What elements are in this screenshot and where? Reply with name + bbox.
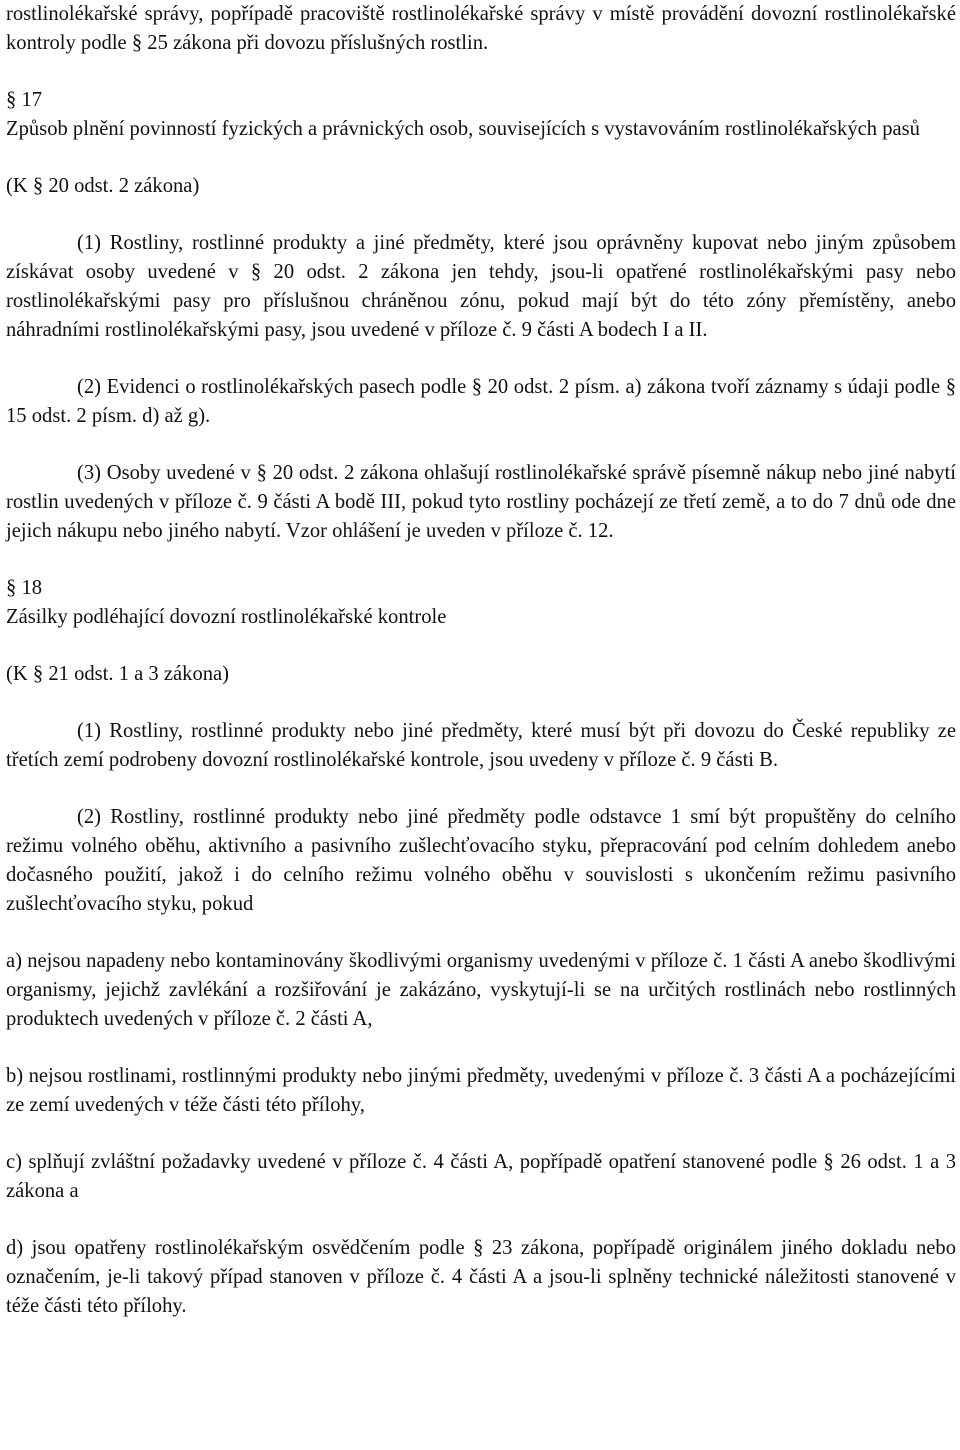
- section-title: Způsob plnění povinností fyzických a právnických osob, souvisejících s vystavováním rostlinolékařských pasů: [6, 118, 920, 140]
- section-number: § 18: [6, 577, 43, 599]
- section-reference: (K § 20 odst. 2 zákona): [6, 175, 200, 197]
- paragraph-3: (3) Osoby uvedené v § 20 odst. 2 zákona ohlašují rostlinolékařské správě písemně nákup nebo jiné nabytí rostlin uvedených v příloze č. 9 části A bodě III, pokud tyto rostliny pocházejí ze třetí země, a to do 7 dnů ode dne jejich nákupu nebo jiného nabytí. Vzor ohlášení je uveden v příloze č. 12.: [6, 462, 956, 542]
- list-item-d: d) jsou opatřeny rostlinolékařským osvědčením podle § 23 zákona, popřípadě originálem jiného dokladu nebo označením, je-li takový případ stanoven v příloze č. 4 části A a jsou-li splněny technické náležitosti stanovené v téže části této přílohy.: [6, 1237, 956, 1317]
- paragraph-1: (1) Rostliny, rostlinné produkty a jiné předměty, které jsou oprávněny kupovat nebo jiným způsobem získávat osoby uvedené v § 20 odst. 2 zákona jen tehdy, jsou-li opatřené rostlinolékařskými pasy nebo rostlinolékařskými pasy pro příslušnou chráněnou zónu, pokud mají být do této zóny přemístěny, anebo náhradními rostlinolékařskými pasy, jsou uvedené v příloze č. 9 části A bodech I a II.: [6, 232, 956, 341]
- section-17: [6, 86, 956, 574]
- intro-paragraph: rostlinolékařské správy, popřípadě pracoviště rostlinolékařské správy v místě provádění dovozní rostlinolékařské kontroly podle § 25 zákona při dovozu příslušných rostlin.: [6, 3, 956, 54]
- section-title: Zásilky podléhající dovozní rostlinolékařské kontrole: [6, 606, 447, 628]
- list-item-a: a) nejsou napadeny nebo kontaminovány škodlivými organismy uvedenými v příloze č. 1 části A anebo škodlivými organismy, jejichž zavlékání a rozšiřování je zakázáno, vyskytují-li se na určitých rostlinách nebo rostlinných produktech uvedených v příloze č. 2 části A,: [6, 950, 956, 1030]
- list-item-c: c) splňují zvláštní požadavky uvedené v příloze č. 4 části A, popřípadě opatření stanovené podle § 26 odst. 1 a 3 zákona a: [6, 1151, 956, 1202]
- section-reference: (K § 21 odst. 1 a 3 zákona): [6, 663, 230, 685]
- section-number: § 17: [6, 89, 43, 111]
- list-item-b: b) nejsou rostlinami, rostlinnými produkty nebo jinými předměty, uvedenými v příloze č. 3 části A a pocházejícími ze zemí uvedených v téže části této přílohy,: [6, 1065, 956, 1116]
- paragraph-1: (1) Rostliny, rostlinné produkty nebo jiné předměty, které musí být při dovozu do České republiky ze třetích zemí podrobeny dovozní rostlinolékařské kontrole, jsou uvedeny v příloze č. 9 části B.: [6, 720, 956, 771]
- paragraph-2: (2) Rostliny, rostlinné produkty nebo jiné předměty podle odstavce 1 smí být propuštěny do celního režimu volného oběhu, aktivního a pasivního zušlechťovacího styku, přepracování pod celním dohledem anebo dočasného použití, jakož i do celního režimu volného oběhu v souvislosti s ukončením režimu pasivního zušlechťovacího styku, pokud: [6, 806, 956, 915]
- document-page: [6, 0, 956, 1321]
- paragraph-2: (2) Evidenci o rostlinolékařských pasech podle § 20 odst. 2 písm. a) zákona tvoří záznamy s údaji podle § 15 odst. 2 písm. d) až g).: [6, 376, 956, 427]
- section-18: [6, 574, 956, 1321]
